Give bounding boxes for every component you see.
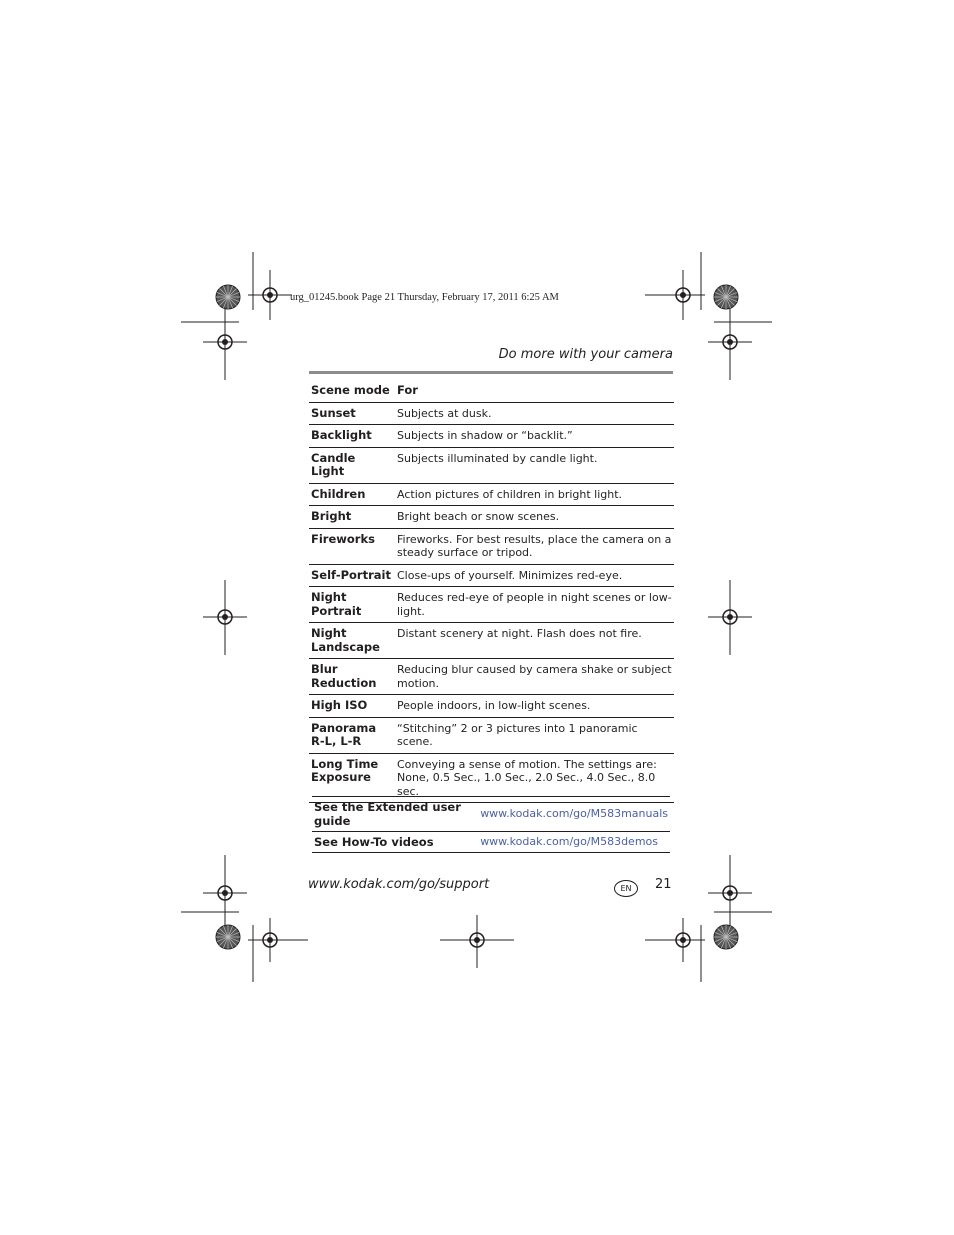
scene-mode-description: Bright beach or snow scenes. — [395, 506, 674, 529]
scene-mode-description: Subjects illuminated by candle light. — [395, 447, 674, 483]
manuals-link[interactable]: www.kodak.com/go/M583manuals — [478, 797, 670, 832]
scene-mode-description: Close-ups of yourself. Minimizes red-eye. — [395, 564, 674, 587]
table-row — [309, 528, 674, 564]
table-row — [309, 506, 674, 529]
support-url[interactable]: www.kodak.com/go/support — [308, 877, 490, 892]
book-info-line: urg_01245.book Page 21 Thursday, February 17, 2011 6:25 AM — [290, 292, 559, 303]
scene-mode-name: Backlight — [309, 425, 395, 448]
scene-mode-name: Candle Light — [309, 447, 395, 483]
link-label: See the Extended user guide — [312, 797, 478, 832]
scene-mode-name: Self-Portrait — [309, 564, 395, 587]
scene-mode-name: Fireworks — [309, 528, 395, 564]
table-row — [309, 587, 674, 623]
scene-mode-description: Subjects at dusk. — [395, 402, 674, 425]
scene-mode-description: Action pictures of children in bright light. — [395, 483, 674, 506]
table-row — [309, 564, 674, 587]
table-row — [309, 402, 674, 425]
table-row — [309, 659, 674, 695]
table-row — [309, 425, 674, 448]
scene-mode-description: Distant scenery at night. Flash does not fire. — [395, 623, 674, 659]
scene-mode-description: Conveying a sense of motion. The settings are: None, 0.5 Sec., 1.0 Sec., 2.0 Sec., 4.0 Sec., 8.0 sec. — [395, 753, 674, 803]
table-row — [309, 623, 674, 659]
scene-mode-name: Children — [309, 483, 395, 506]
scene-mode-description: Subjects in shadow or “backlit.” — [395, 425, 674, 448]
scene-mode-table — [309, 380, 674, 803]
language-badge: EN — [614, 880, 638, 897]
scene-mode-description: Fireworks. For best results, place the camera on a steady surface or tripod. — [395, 528, 674, 564]
table-row — [312, 832, 670, 853]
table-row — [309, 447, 674, 483]
scene-mode-name: Night Portrait — [309, 587, 395, 623]
scene-mode-name: Long Time Exposure — [309, 753, 395, 803]
scene-mode-name: High ISO — [309, 695, 395, 718]
scene-mode-name: Blur Reduction — [309, 659, 395, 695]
header-scene-mode: Scene mode — [309, 380, 395, 402]
page-number: 21 — [655, 877, 672, 892]
resource-links-table — [312, 796, 670, 853]
table-row — [309, 483, 674, 506]
header-for: For — [395, 380, 674, 402]
scene-mode-description: Reduces red-eye of people in night scenes or low-light. — [395, 587, 674, 623]
table-row — [309, 695, 674, 718]
link-label: See How-To videos — [312, 832, 478, 853]
scene-mode-name: Sunset — [309, 402, 395, 425]
scene-mode-name: Panorama R-L, L-R — [309, 717, 395, 753]
heading-rule — [309, 371, 673, 374]
scene-mode-name: Bright — [309, 506, 395, 529]
table-row — [309, 717, 674, 753]
scene-mode-name: Night Landscape — [309, 623, 395, 659]
table-header-row — [309, 380, 674, 402]
table-row — [312, 797, 670, 832]
scene-mode-description: “Stitching” 2 or 3 pictures into 1 panoramic scene. — [395, 717, 674, 753]
page-heading: Do more with your camera — [498, 347, 673, 362]
scene-mode-description: People indoors, in low-light scenes. — [395, 695, 674, 718]
scene-mode-description: Reducing blur caused by camera shake or subject motion. — [395, 659, 674, 695]
demos-link[interactable]: www.kodak.com/go/M583demos — [478, 832, 670, 853]
